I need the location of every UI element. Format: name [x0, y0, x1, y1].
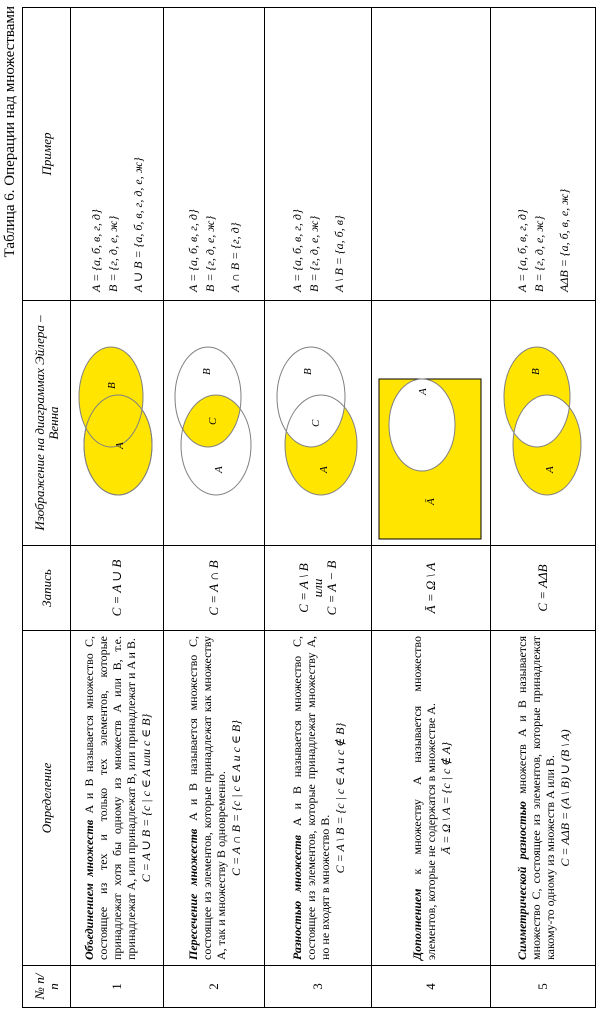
example-line: A ∩ B = {г, д}	[227, 222, 242, 292]
label-a: A	[317, 466, 330, 473]
definition-cell	[372, 631, 491, 966]
definition-cell	[491, 631, 596, 966]
record-line: или	[310, 578, 325, 598]
label-b: B	[529, 368, 542, 375]
row-number: 2	[164, 966, 265, 1008]
header-diagram: Изображение на диаграммах Эйлера – Венна	[23, 301, 71, 546]
venn-complement-diagram	[374, 300, 486, 545]
venn-intersection-diagram	[166, 300, 260, 545]
example-line: A = {а, б, в, г, д}	[185, 209, 200, 292]
definition-cell	[265, 631, 372, 966]
venn-difference-diagram	[267, 300, 367, 545]
record-cell	[265, 546, 372, 631]
row-number: 5	[491, 966, 596, 1008]
example-cell	[71, 8, 164, 301]
diagram-cell	[491, 301, 596, 546]
venn-symmetric-difference-diagram	[493, 300, 591, 545]
example-line: A ∪ B = {а, б, в, г, д, е, ж}	[130, 157, 145, 292]
header-record: Запись	[23, 546, 71, 631]
definition-text: A и B называется множество C, состоящее из элементов, которые принадлежат множеству A, но не входят в множество B.	[289, 636, 332, 960]
example-line: A = {а, б, в, г, д}	[88, 209, 103, 292]
header-num: № п/п	[23, 966, 71, 1008]
record-line: C = A − B	[324, 560, 339, 616]
venn-union-diagram	[73, 300, 159, 545]
row-number: 3	[265, 966, 372, 1008]
label-a-complement: Ā	[424, 498, 437, 505]
record-cell: C = A ∩ B	[164, 546, 265, 631]
label-a: A	[416, 388, 429, 395]
table-caption: Таблица 6. Операции над множествами	[2, 6, 18, 258]
label-a: A	[113, 442, 126, 449]
record-cell: Ā = Ω \ A	[372, 546, 491, 631]
example-cell	[164, 8, 265, 301]
set-operations-table	[22, 7, 596, 1008]
table-row	[491, 8, 596, 1008]
formula: C = A ∩ B = {c | c ∈ A и c ∈ B}	[228, 720, 243, 876]
definition-cell	[71, 631, 164, 966]
example-line: B = {г, д, е, ж}	[306, 215, 321, 292]
record-line: C = A \ B	[296, 563, 311, 613]
label-c: C	[309, 419, 322, 427]
formula: C = A ∪ B = {c | c ∈ A или c ∈ B}	[138, 713, 153, 883]
set-b-ellipse	[79, 347, 143, 447]
diagram-cell	[265, 301, 372, 546]
table-row	[164, 8, 265, 1008]
diagram-cell	[164, 301, 265, 546]
header-example: Пример	[23, 8, 71, 301]
example-line: B = {г, д, е, ж}	[202, 215, 217, 292]
row-number: 1	[71, 966, 164, 1008]
definition-text: к множеству A называется множество элементов, которые не содержатся в множестве A.	[409, 636, 438, 960]
term: Объединением множеств	[81, 819, 96, 960]
example-line: A \ B = {а, б, в}	[331, 215, 346, 292]
record-cell: C = A ∪ B	[71, 546, 164, 631]
example-line: B = {г, д, е, ж}	[531, 215, 546, 292]
formula: C = AΔB = (A \ B) ∪ (B \ A)	[557, 729, 572, 867]
label-c: C	[206, 417, 219, 425]
diagram-cell	[71, 301, 164, 546]
label-b: B	[105, 382, 118, 389]
example-line: A = {а, б, в, г, д}	[514, 209, 529, 292]
table-row	[71, 8, 164, 1008]
term: Пересечение множеств	[185, 828, 200, 960]
definition-cell	[164, 631, 265, 966]
example-line: A = {а, б, в, г, д}	[289, 209, 304, 292]
formula: Ā = Ω \ A = {c | c ∉ A}	[438, 741, 453, 855]
label-b: B	[301, 368, 314, 375]
table-row	[265, 8, 372, 1008]
definition-text: A и B называется множество C, состоящее из элементов, которые принадлежат как множеству A, так и множеству B одновременно.	[185, 636, 228, 960]
label-a: A	[212, 466, 225, 473]
example-cell	[491, 8, 596, 301]
example-line: B = {г, д, е, ж}	[105, 215, 120, 292]
term: Симметрической разностью	[514, 801, 529, 960]
diagram-cell	[372, 301, 491, 546]
row-number: 4	[372, 966, 491, 1008]
example-line: AΔB = {а, б, в, е, ж}	[556, 188, 571, 292]
record-cell: C = AΔB	[491, 546, 596, 631]
formula: C = A \ B = {c | c ∈ A и c ∉ B}	[332, 722, 347, 874]
definition-text: A и B называется множество C, состоящее из тех и только тех элементов, которые принадлежат хотя бы одному из множеств A или B, т.е. принадлежат A, или принадлежат B, или принадлежат и A и B.	[81, 635, 138, 960]
example-cell	[372, 8, 491, 301]
label-a: A	[543, 466, 556, 473]
definition-text: множеств A и B называется множество C, состоящее из элементов, которые принадлежат какому-то одному из множеств A или B.	[514, 635, 557, 960]
term: Дополнением	[409, 888, 424, 960]
header-definition: Определение	[23, 631, 71, 966]
label-b: B	[200, 368, 213, 375]
example-cell	[265, 8, 372, 301]
term: Разностью множеств	[289, 835, 304, 960]
table-row	[372, 8, 491, 1008]
